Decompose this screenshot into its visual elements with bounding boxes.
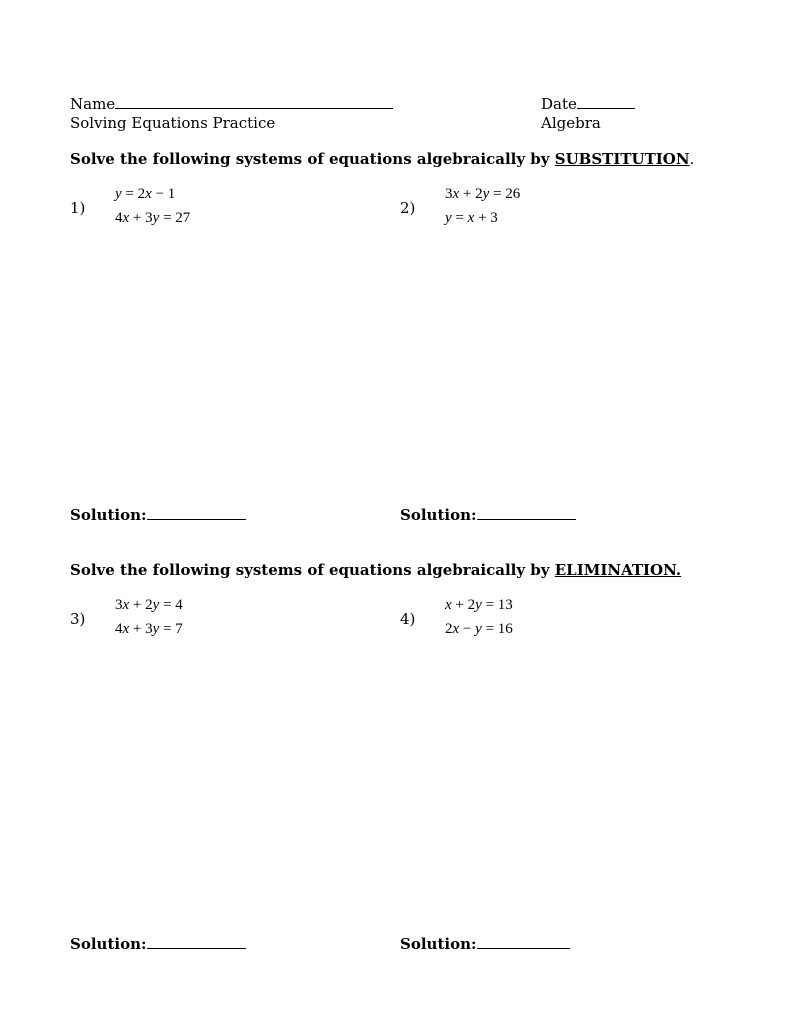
name-label: Name <box>70 95 116 113</box>
problem-4-solution[interactable] <box>400 935 570 953</box>
section1-method: SUBSTITUTION <box>554 150 690 168</box>
solution-blank[interactable] <box>477 507 576 520</box>
solution-blank[interactable] <box>147 936 246 949</box>
problem-2-equation-1: 3x + 2y = 26 <box>445 186 521 202</box>
course-name: Algebra <box>541 114 601 132</box>
section2-instruction <box>70 561 681 579</box>
problem-3-equation-1: 3x + 2y = 4 <box>115 597 183 613</box>
section1-suffix: . <box>689 150 695 168</box>
problem-3-number: 3) <box>70 610 86 628</box>
date-line[interactable] <box>541 95 635 113</box>
date-label: Date <box>541 95 577 113</box>
problem-3-solution[interactable] <box>70 935 246 953</box>
problem-1-equation-1: y = 2x − 1 <box>115 186 176 202</box>
problem-4-equation-2: 2x − y = 16 <box>445 621 513 637</box>
solution-label: Solution: <box>70 935 147 953</box>
solution-label: Solution: <box>70 506 147 524</box>
solution-blank[interactable] <box>147 507 246 520</box>
date-blank[interactable] <box>577 96 635 109</box>
problem-2-number: 2) <box>400 199 416 217</box>
problem-1-solution[interactable] <box>70 506 246 524</box>
solution-blank[interactable] <box>477 936 570 949</box>
solution-label: Solution: <box>400 506 477 524</box>
solution-label: Solution: <box>400 935 477 953</box>
problem-2-solution[interactable] <box>400 506 576 524</box>
problem-2-equation-2: y = x + 3 <box>445 210 498 226</box>
problem-1-equation-2: 4x + 3y = 27 <box>115 210 191 226</box>
section2-method: ELIMINATION. <box>554 561 682 579</box>
name-blank[interactable] <box>115 96 393 109</box>
section1-instruction <box>70 150 694 168</box>
problem-4-number: 4) <box>400 610 416 628</box>
problem-4-equation-1: x + 2y = 13 <box>445 597 513 613</box>
problem-1-number: 1) <box>70 199 86 217</box>
name-line[interactable] <box>70 95 393 113</box>
worksheet-subtitle: Solving Equations Practice <box>70 114 276 132</box>
problem-3-equation-2: 4x + 3y = 7 <box>115 621 183 637</box>
section1-instruction-text: Solve the following systems of equations algebraically by <box>70 150 555 168</box>
section2-instruction-text: Solve the following systems of equations algebraically by <box>70 561 555 579</box>
